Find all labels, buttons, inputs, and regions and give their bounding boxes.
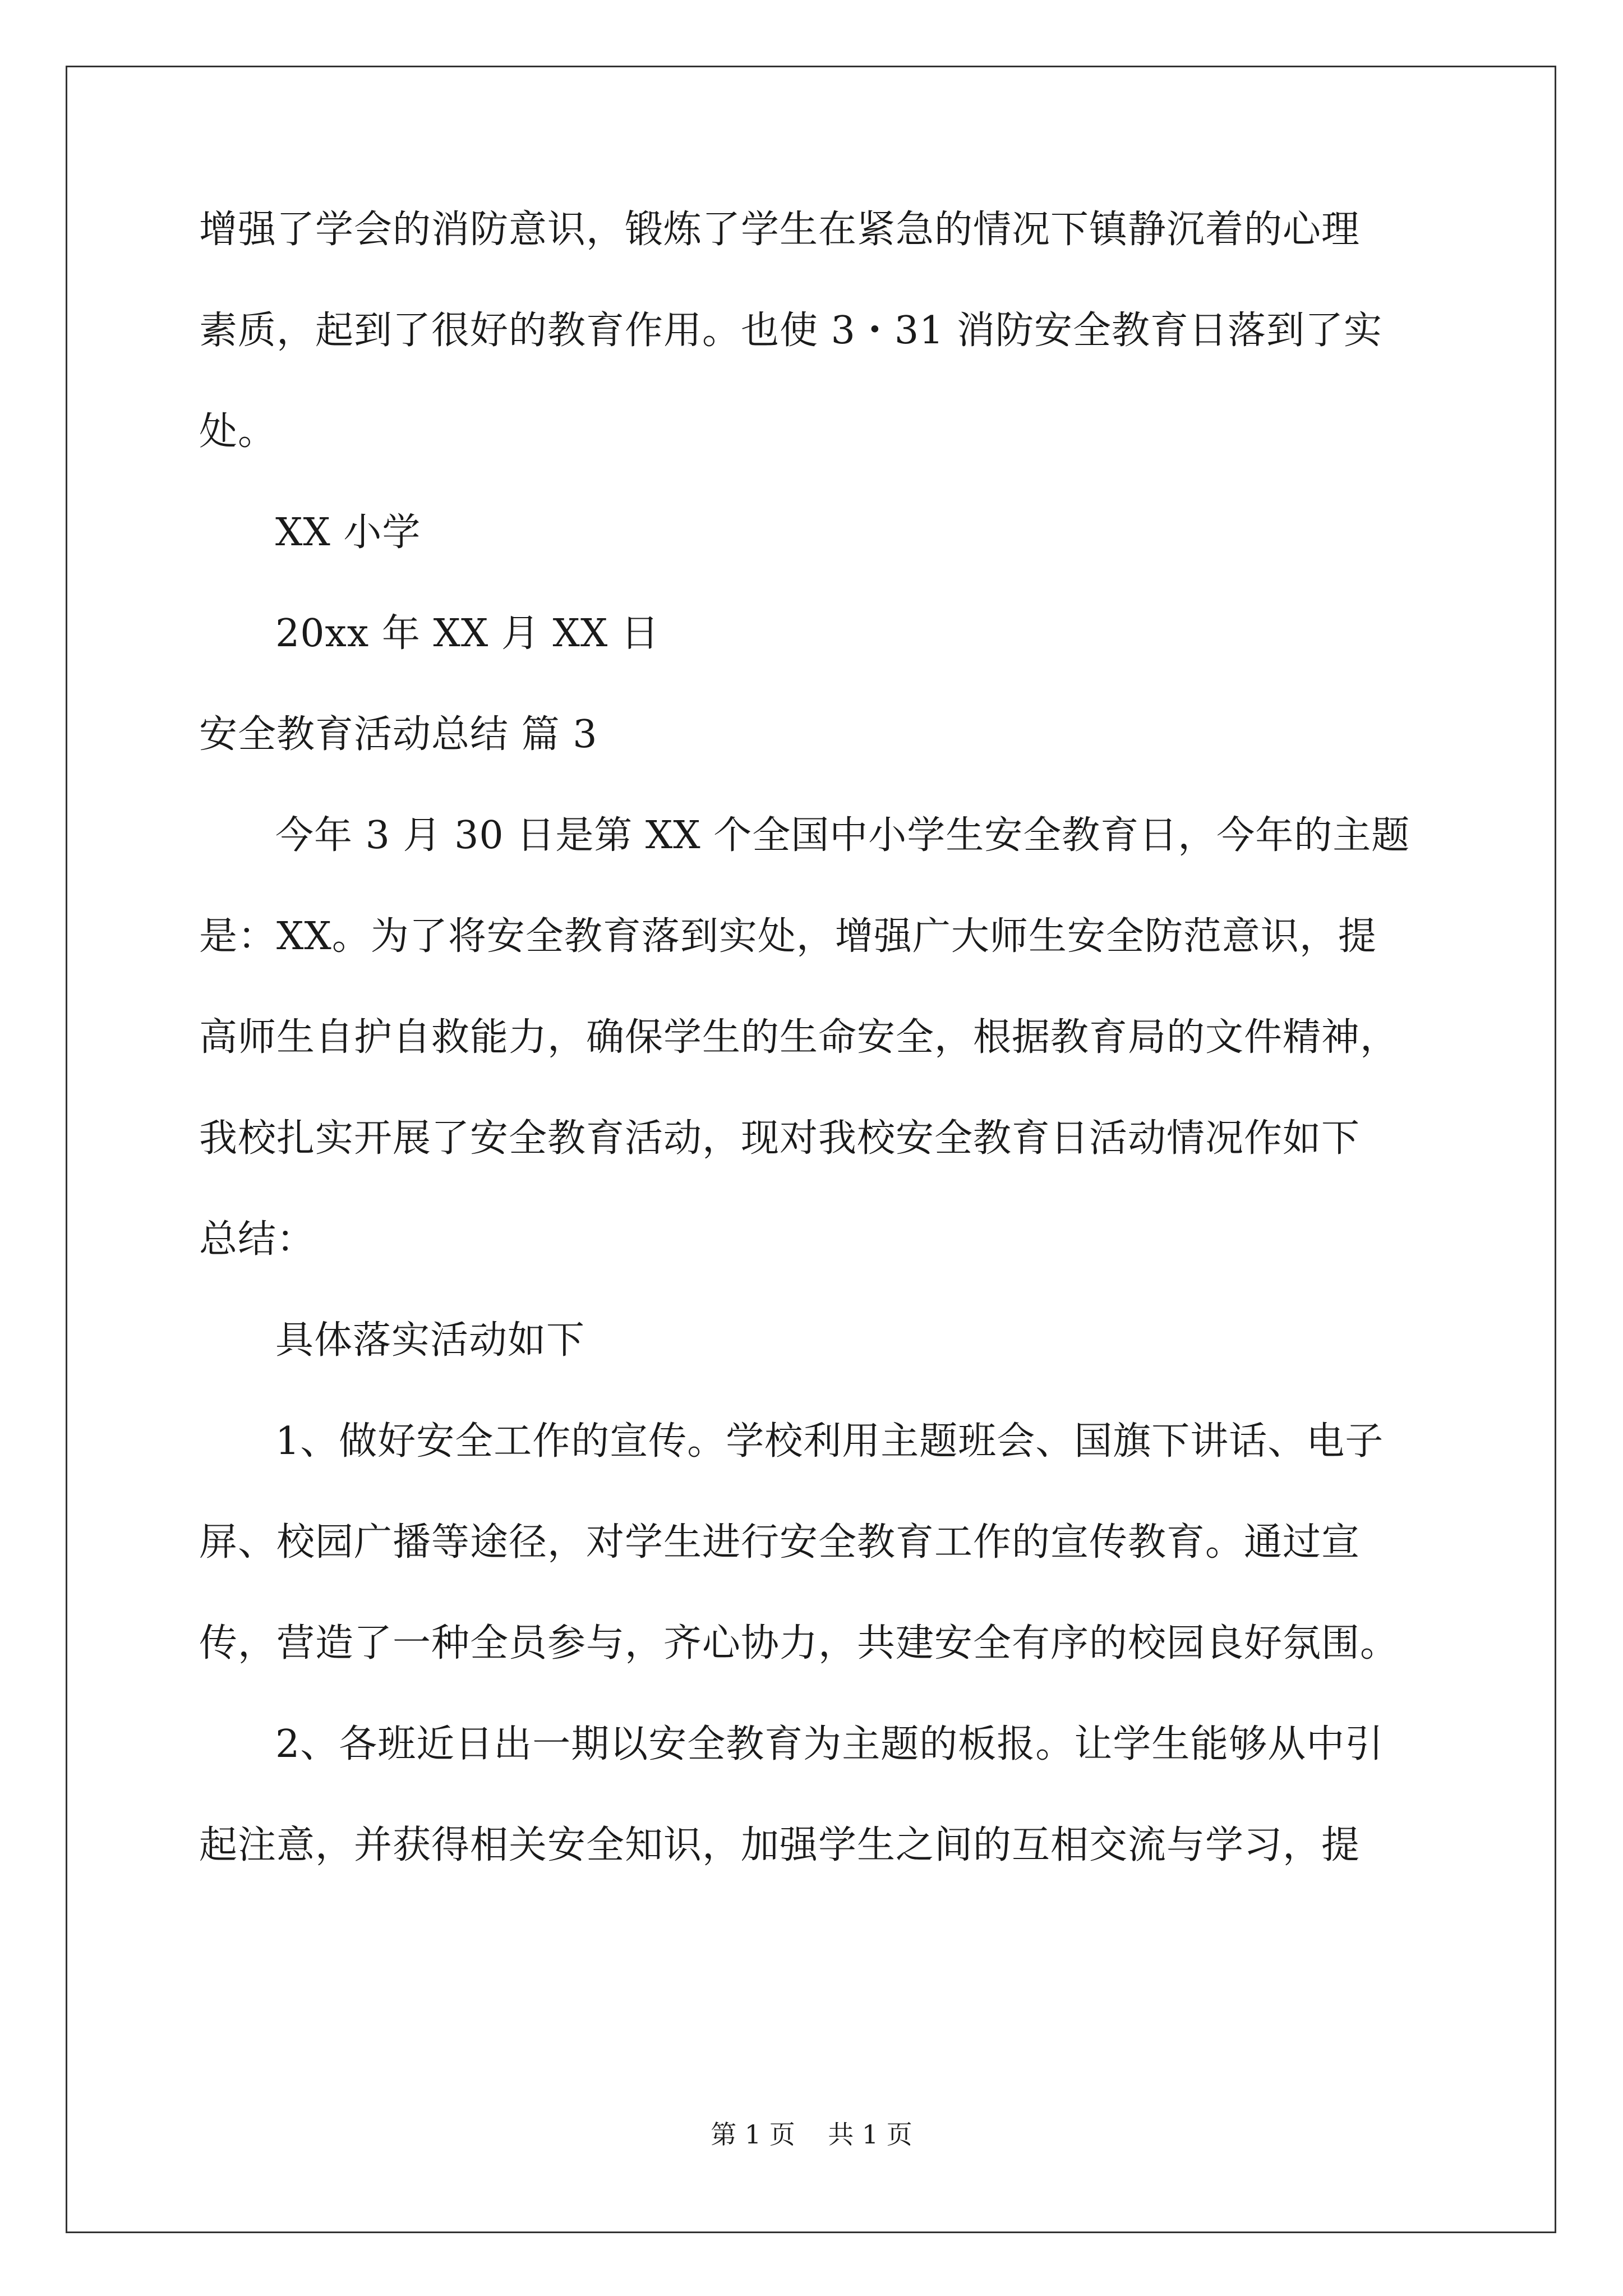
text-line: 2、各班近日出一期以安全教育为主题的板报。让学生能够从中引 — [275, 1722, 1384, 1766]
text-line: 屏、校园广播等途径，对学生进行安全教育工作的宣传教育。通过宣 — [199, 1520, 1361, 1565]
text-line: 增强了学会的消防意识，锻炼了学生在紧急的情况下镇静沉着的心理 — [199, 208, 1361, 252]
paragraph-fire-safety-conclusion — [199, 208, 1433, 454]
paragraph-school-name — [199, 510, 1433, 555]
paragraph-item-1 — [199, 1419, 1433, 1666]
text-line: 具体落实活动如下 — [275, 1318, 585, 1363]
paragraph-intro — [199, 813, 1433, 1262]
paragraph-activities-heading — [199, 1318, 1433, 1363]
text-line: 是：XX。为了将安全教育落到实处，增强广大师生安全防范意识，提 — [199, 914, 1377, 959]
text-line: 我校扎实开展了安全教育活动，现对我校安全教育日活动情况作如下 — [199, 1116, 1361, 1161]
text-line: 传，营造了一种全员参与，齐心协力，共建安全有序的校园良好氛围。 — [199, 1621, 1399, 1665]
paragraph-date — [199, 611, 1433, 656]
text-line: 起注意，并获得相关安全知识，加强学生之间的互相交流与学习，提 — [199, 1823, 1361, 1867]
page-footer: 第 1 页 共 1 页 — [711, 2119, 912, 2150]
document-body — [199, 208, 1433, 1868]
text-line: 处。 — [199, 409, 277, 454]
text-line: 今年 3 月 30 日是第 XX 个全国中小学生安全教育日，今年的主题 — [275, 813, 1410, 858]
text-line: 高师生自护自救能力，确保学生的生命安全，根据教育局的文件精神， — [199, 1015, 1399, 1060]
text-line: 总结： — [199, 1217, 316, 1262]
text-line: 1、做好安全工作的宣传。学校利用主题班会、国旗下讲话、电子 — [275, 1419, 1384, 1464]
section-heading: 安全教育活动总结 篇 3 — [199, 712, 598, 757]
paragraph-item-2 — [199, 1722, 1433, 1868]
school-name: XX 小学 — [275, 510, 421, 555]
text-line: 素质，起到了很好的教育作用。也使 3・31 消防安全教育日落到了实 — [199, 309, 1383, 353]
document-date: 20xx 年 XX 月 XX 日 — [275, 611, 660, 656]
paragraph-section-heading — [199, 712, 1433, 757]
